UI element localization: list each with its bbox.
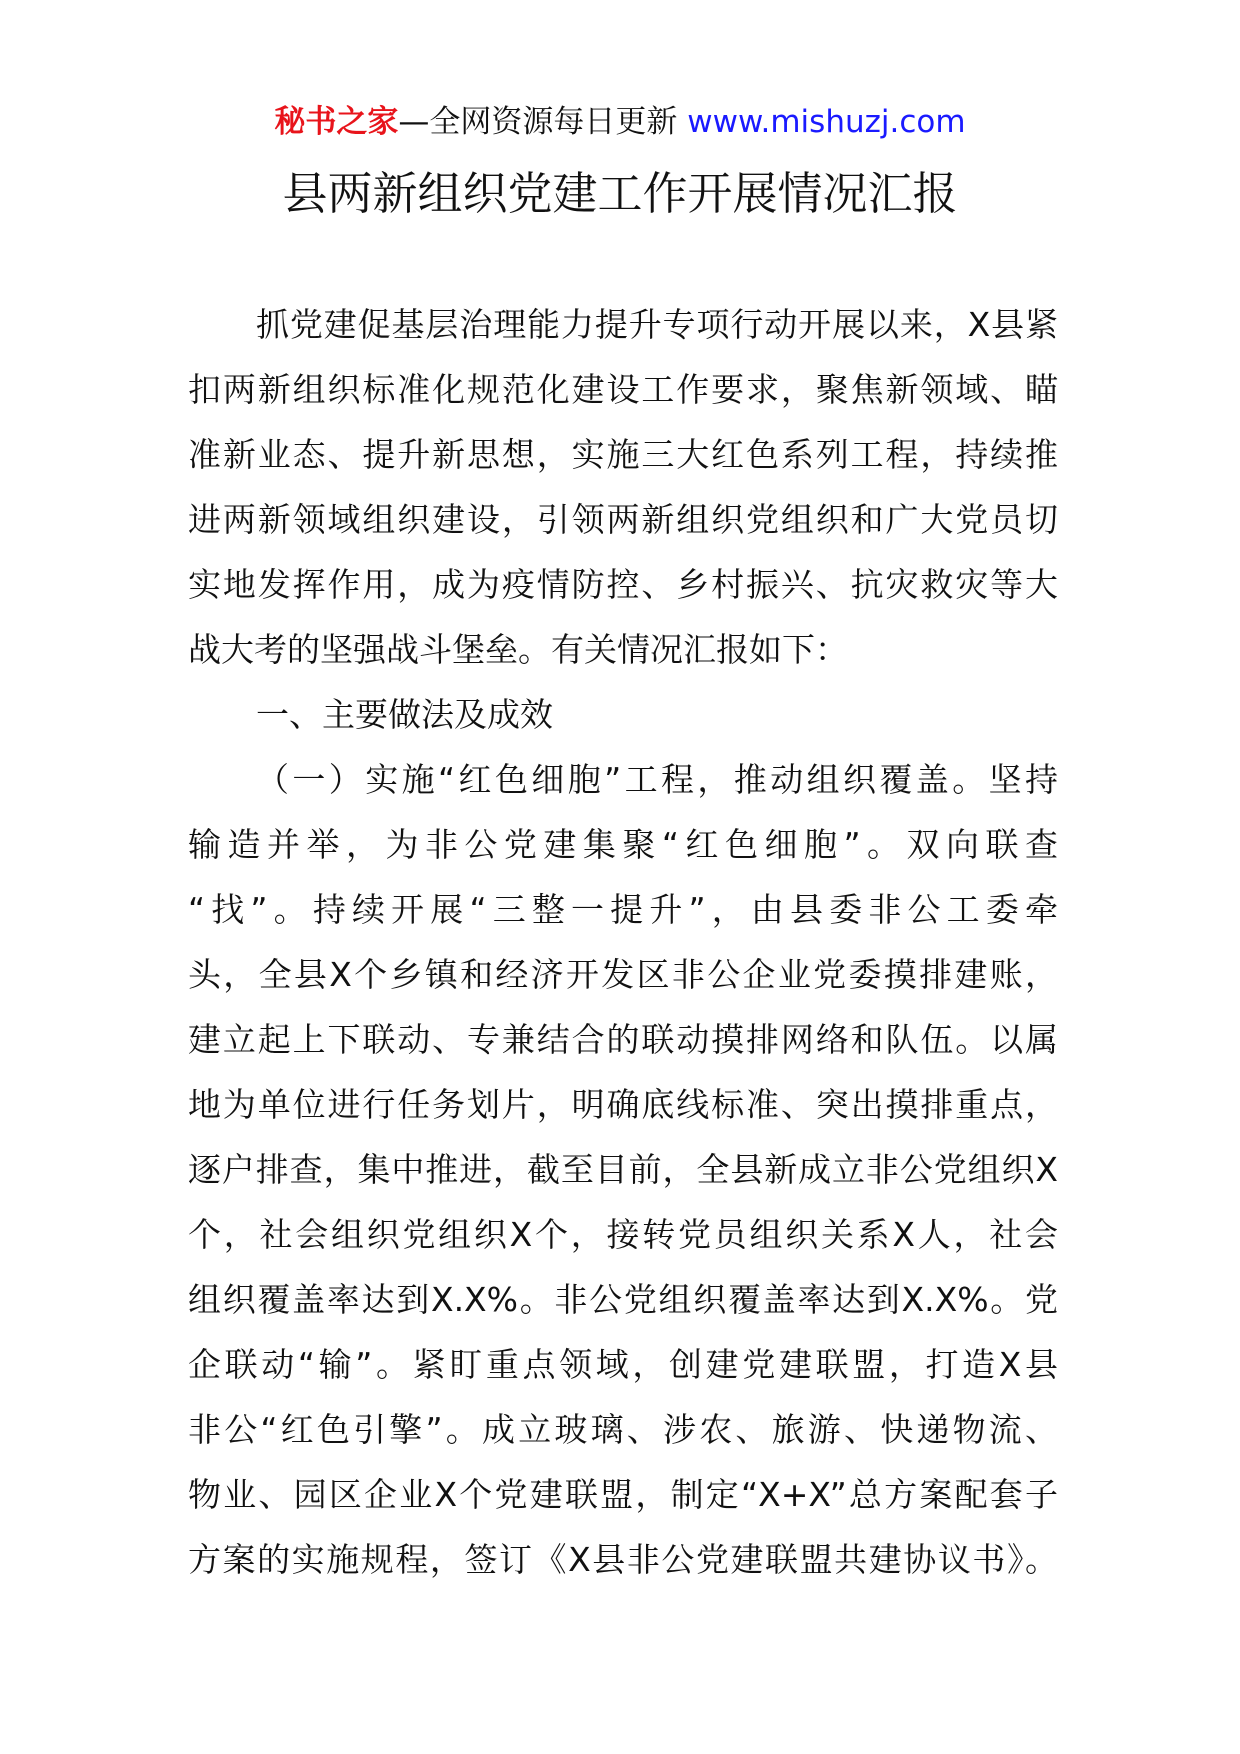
body-line: 头，全县X个乡镇和经济开发区非公企业党委摸排建账， [188,955,1058,994]
body-line: 准新业态、提升新思想，实施三大红色系列工程，持续推 [188,435,1058,474]
body-line: 企联动“输”。紧盯重点领域，创建党建联盟，打造X县 [188,1345,1058,1384]
body-line: 个，社会组织党组织X个，接转党员组织关系X人，社会 [188,1215,1058,1254]
body-line: 组织覆盖率达到X.X%。非公党组织覆盖率达到X.X%。党 [188,1280,1058,1319]
body-line: 建立起上下联动、专兼结合的联动摸排网络和队伍。以属 [188,1020,1058,1059]
body-line: 战大考的坚强战斗堡垒。有关情况汇报如下： [188,630,848,669]
body-line: 物业、园区企业X个党建联盟，制定“X+X”总方案配套子 [188,1475,1058,1514]
document-body [188,292,1058,1592]
body-line: 进两新领域组织建设，引领两新组织党组织和广大党员切 [188,500,1058,539]
body-line: 非公“红色引擎”。成立玻璃、涉农、旅游、快递物流、 [188,1410,1058,1449]
body-line: 扣两新组织标准化规范化建设工作要求，聚焦新领域、瞄 [188,370,1058,409]
site-url-link[interactable]: www.mishuzj.com [687,104,966,140]
site-brand: 秘书之家 [274,104,399,140]
body-line: 抓党建促基层治理能力提升专项行动开展以来，X县紧 [256,305,1058,344]
section-heading: 一、主要做法及成效 [256,695,553,734]
body-line: 地为单位进行任务划片，明确底线标准、突出摸排重点， [188,1085,1058,1124]
document-title: 县两新组织党建工作开展情况汇报 [282,167,958,220]
body-line: 输造并举，为非公党建集聚“红色细胞”。双向联查 [188,825,1058,864]
subsection-heading-line: （一）实施“红色细胞”工程，推动组织覆盖。坚持 [256,760,1058,799]
site-watermark-header [0,100,1240,144]
body-line: “找”。持续开展“三整一提升”，由县委非公工委牵 [188,890,1058,929]
body-line: 方案的实施规程，签订《X县非公党建联盟共建协议书》。 [188,1540,1058,1579]
site-tagline: —全网资源每日更新 [398,104,678,140]
body-line: 逐户排查，集中推进，截至目前，全县新成立非公党组织X [188,1150,1058,1189]
body-line: 实地发挥作用，成为疫情防控、乡村振兴、抗灾救灾等大 [188,565,1058,604]
